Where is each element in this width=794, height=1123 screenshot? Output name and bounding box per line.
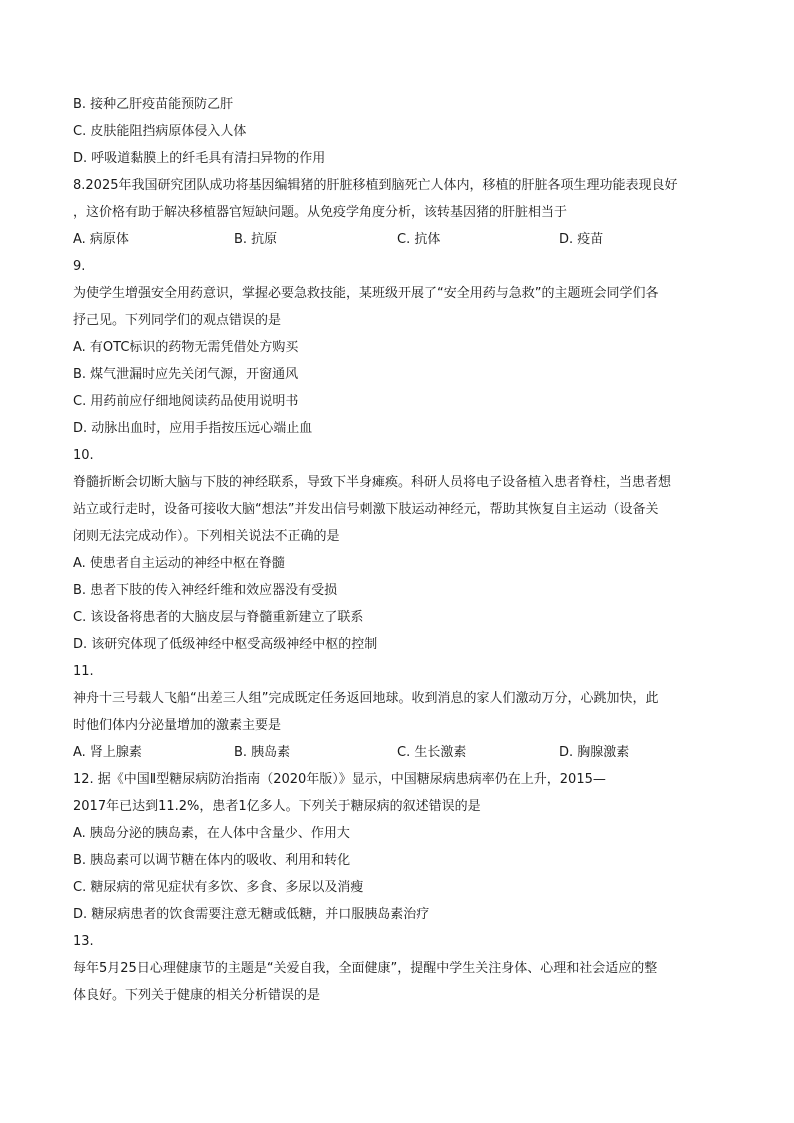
q12-stem-line2: 2017年已达到11.2%，患者1亿多人。下列关于糖尿病的叙述错误的是	[73, 799, 481, 814]
q9-option-b: B. 煤气泄漏时应先关闭气源，开窗通风	[73, 367, 299, 382]
q9-number: 9.	[73, 259, 86, 274]
q8-stem-line1: 8.2025年我国研究团队成功将基因编辑猪的肝脏移植到脑死亡人体内，移植的肝脏各项生理功能表现良好	[73, 178, 678, 193]
q10-option-a: A. 使患者自主运动的神经中枢在脊髓	[73, 556, 285, 571]
q7-option-d: D. 呼吸道黏膜上的纤毛具有清扫异物的作用	[73, 151, 326, 166]
q10-number: 10.	[73, 448, 94, 463]
q12-option-c: C. 糖尿病的常见症状有多饮、多食、多尿以及消瘦	[73, 880, 364, 895]
q8-options-row	[73, 226, 723, 253]
q10-option-b: B. 患者下肢的传入神经纤维和效应器没有受损	[73, 583, 338, 598]
q11-option-c: C. 生长激素	[397, 745, 467, 760]
q10-option-c: C. 该设备将患者的大脑皮层与脊髓重新建立了联系	[73, 610, 364, 625]
q12-option-d: D. 糖尿病患者的饮食需要注意无糖或低糖，并口服胰岛素治疗	[73, 907, 430, 922]
q10-stem-line3: 闭则无法完成动作）。下列相关说法不正确的是	[73, 529, 340, 544]
q9-stem-line1: 为使学生增强安全用药意识，掌握必要急救技能，某班级开展了“安全用药与急救”的主题班会同学们各	[73, 286, 659, 301]
q11-option-a: A. 肾上腺素	[73, 745, 142, 760]
q7-option-b: B. 接种乙肝疫苗能预防乙肝	[73, 97, 234, 112]
q8-option-d: D. 疫苗	[559, 232, 604, 247]
q8-option-b: B. 抗原	[234, 232, 278, 247]
q10-stem-line1: 脊髓折断会切断大脑与下肢的神经联系，导致下半身瘫痪。科研人员将电子设备植入患者脊柱，当患者想	[73, 475, 672, 490]
q12-option-a: A. 胰岛分泌的胰岛素，在人体中含量少、作用大	[73, 826, 350, 841]
q11-stem-line1: 神舟十三号载人飞船“出差三人组”完成既定任务返回地球。收到消息的家人们激动万分，心跳加快，此	[73, 691, 659, 706]
q11-options-row	[73, 739, 723, 766]
q11-number: 11.	[73, 664, 94, 679]
q9-stem-line2: 抒己见。下列同学们的观点错误的是	[73, 313, 282, 328]
q11-option-b: B. 胰岛素	[234, 745, 291, 760]
q8-stem-line2: ，这价格有助于解决移植器官短缺问题。从免疫学角度分析，该转基因猪的肝脏相当于	[73, 205, 568, 220]
document-page	[73, 91, 723, 1009]
q7-option-c: C. 皮肤能阻挡病原体侵入人体	[73, 124, 247, 139]
q8-option-c: C. 抗体	[397, 232, 441, 247]
q8-option-a: A. 病原体	[73, 232, 129, 247]
q11-stem-line2: 时他们体内分泌量增加的激素主要是	[73, 718, 282, 733]
q12-stem-line1: 12. 据《中国Ⅱ型糖尿病防治指南（2020年版）》显示，中国糖尿病患病率仍在上升，2015—	[73, 772, 606, 787]
q10-stem-line2: 站立或行走时，设备可接收大脑“想法”并发出信号刺激下肢运动神经元，帮助其恢复自主运动（设备关	[73, 502, 659, 517]
q12-option-b: B. 胰岛素可以调节糖在体内的吸收、利用和转化	[73, 853, 351, 868]
q9-option-a: A. 有OTC标识的药物无需凭借处方购买	[73, 340, 299, 355]
q13-stem-line1: 每年5月25日心理健康节的主题是“关爱自我，全面健康”，提醒中学生关注身体、心理和社会适应的整	[73, 961, 658, 976]
q13-number: 13.	[73, 934, 94, 949]
q13-stem-line2: 体良好。下列关于健康的相关分析错误的是	[73, 988, 321, 1003]
q11-option-d: D. 胸腺激素	[559, 745, 630, 760]
q9-option-d: D. 动脉出血时，应用手指按压远心端止血	[73, 421, 313, 436]
q9-option-c: C. 用药前应仔细地阅读药品使用说明书	[73, 394, 299, 409]
q10-option-d: D. 该研究体现了低级神经中枢受高级神经中枢的控制	[73, 637, 378, 652]
